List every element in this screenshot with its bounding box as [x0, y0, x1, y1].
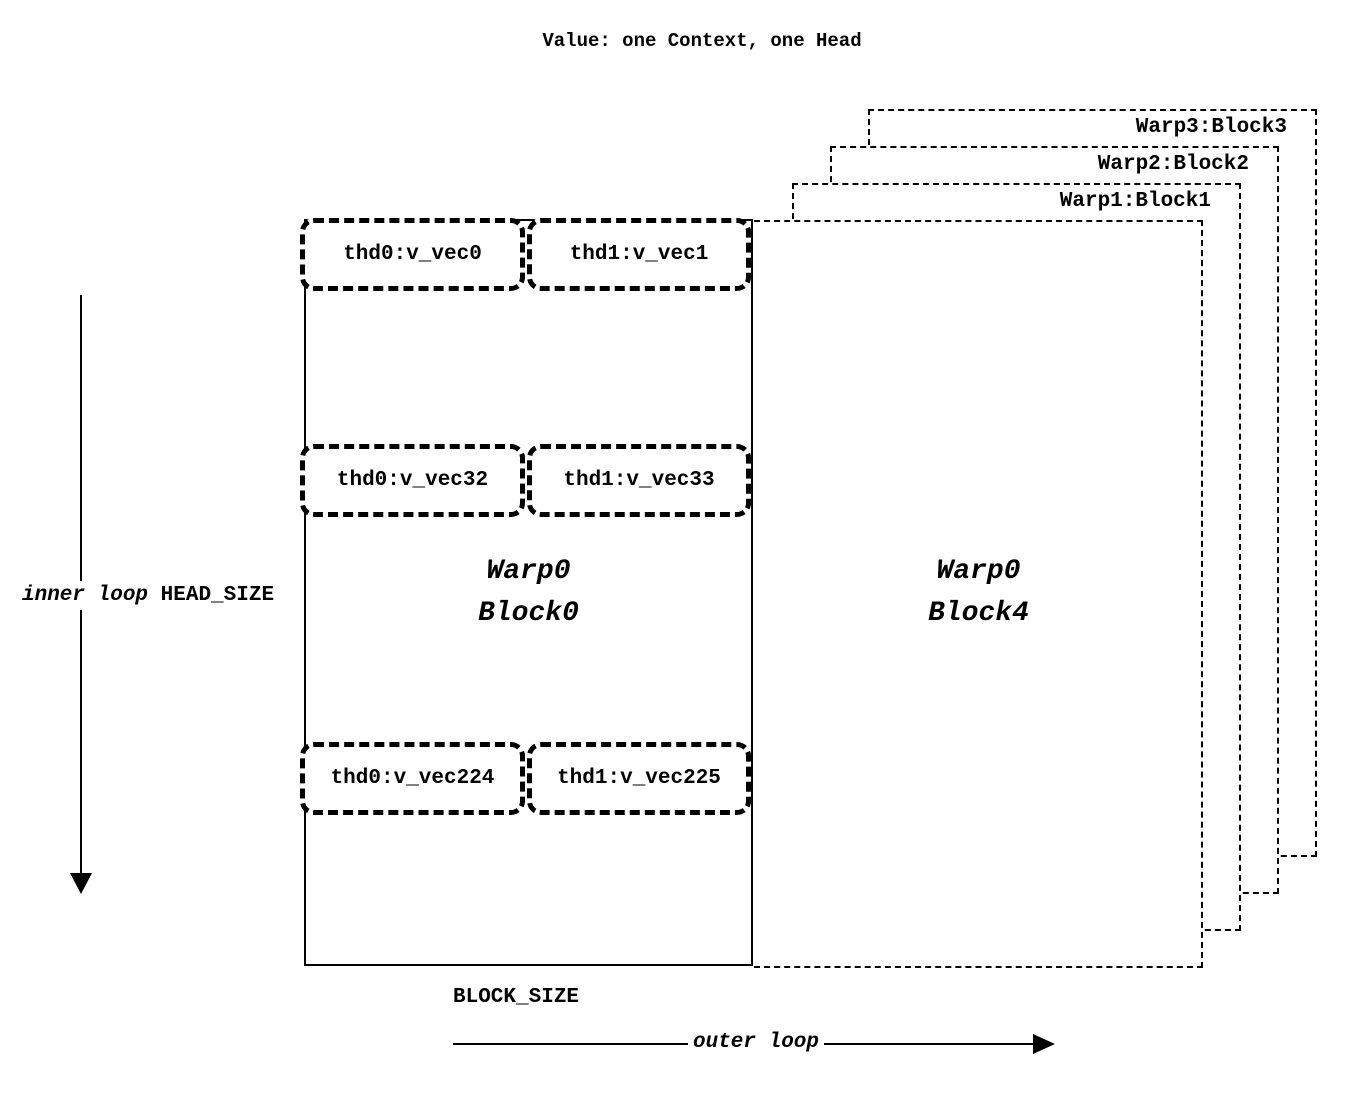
- warp0-block4-label-block: Block4: [928, 598, 1029, 629]
- v-vec-cell: [300, 444, 525, 517]
- warp0-block4-label-warp: Warp0: [936, 556, 1021, 587]
- warp0-block0-label-warp: Warp0: [486, 556, 571, 587]
- v-vec-cell-label: thd1:v_vec1: [569, 243, 709, 266]
- warp0-block4-label: [754, 551, 1203, 635]
- warp2-block2-label: Warp2:Block2: [1097, 153, 1249, 176]
- v-vec-cell-label: thd0:v_vec32: [336, 469, 489, 492]
- warp1-block1-label: Warp1:Block1: [1059, 190, 1211, 213]
- warp0-block0-label: [304, 551, 753, 635]
- head-size-label: HEAD_SIZE: [160, 584, 275, 607]
- warp3-block3-label: Warp3:Block3: [1135, 116, 1287, 139]
- v-vec-cell: [527, 444, 751, 517]
- v-vec-cell-label: thd1:v_vec225: [557, 767, 721, 790]
- right-arrowhead-icon: [1033, 1034, 1055, 1054]
- diagram-title: Value: one Context, one Head: [542, 30, 862, 52]
- v-vec-cell: [300, 218, 525, 291]
- v-vec-cell-label: thd1:v_vec33: [563, 469, 715, 492]
- inner-loop-label: inner loop: [22, 584, 149, 607]
- outer-loop-label: outer loop: [688, 1031, 824, 1054]
- block-size-label: BLOCK_SIZE: [453, 986, 580, 1009]
- inner-loop-axis-label: [18, 581, 278, 610]
- v-vec-cell: [527, 742, 751, 815]
- down-arrowhead-icon: [70, 873, 92, 894]
- outer-loop-axis-label: [650, 1031, 862, 1054]
- v-vec-cell-label: thd0:v_vec224: [330, 767, 495, 790]
- warp0-block0-label-block: Block0: [478, 598, 579, 629]
- v-vec-cell: [300, 742, 525, 815]
- v-vec-cell: [527, 218, 751, 291]
- v-vec-cell-label: thd0:v_vec0: [343, 243, 482, 266]
